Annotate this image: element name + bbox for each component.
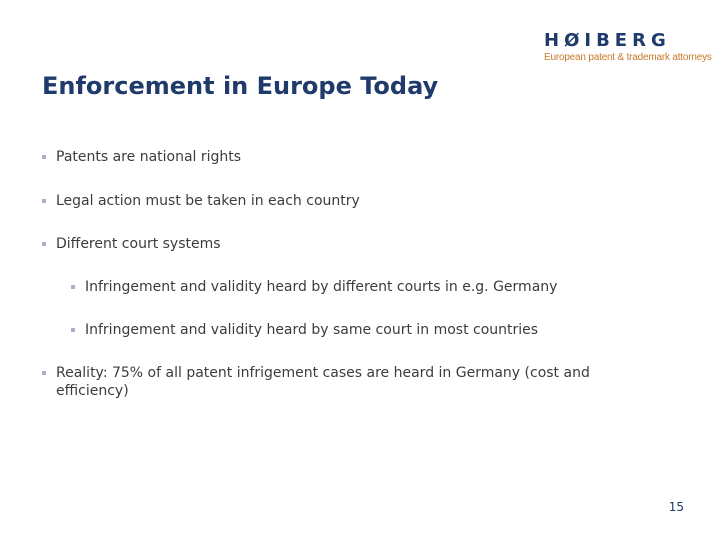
bullet-marker <box>42 371 46 375</box>
bullet-marker <box>42 199 46 203</box>
bullet-text: Reality: 75% of all patent infrigement cases are heard in Germany (cost and efficiency) <box>56 365 590 399</box>
bullet-item <box>42 192 360 210</box>
sub-bullet-item <box>71 321 538 339</box>
page-number: 15 <box>668 500 684 514</box>
bullet-text: Legal action must be taken in each country <box>56 193 360 209</box>
bullet-marker <box>71 328 75 332</box>
bullet-item <box>42 235 221 253</box>
bullet-text: Infringement and validity heard by same court in most countries <box>85 322 539 338</box>
logo-wordmark: HØIBERG <box>544 30 671 51</box>
bullet-marker <box>71 285 75 289</box>
bullet-item <box>42 364 642 400</box>
logo-tagline: European patent & trademark attorneys <box>544 52 712 63</box>
bullet-text: Infringement and validity heard by different courts in e.g. Germany <box>85 279 558 295</box>
bullet-item <box>42 148 241 166</box>
bullet-marker <box>42 242 46 246</box>
sub-bullet-item <box>71 278 557 296</box>
slide-title: Enforcement in Europe Today <box>42 72 439 100</box>
bullet-marker <box>42 155 46 159</box>
hoiberg-logo <box>544 30 712 70</box>
bullet-text: Patents are national rights <box>56 149 242 165</box>
bullet-text: Different court systems <box>56 236 221 252</box>
